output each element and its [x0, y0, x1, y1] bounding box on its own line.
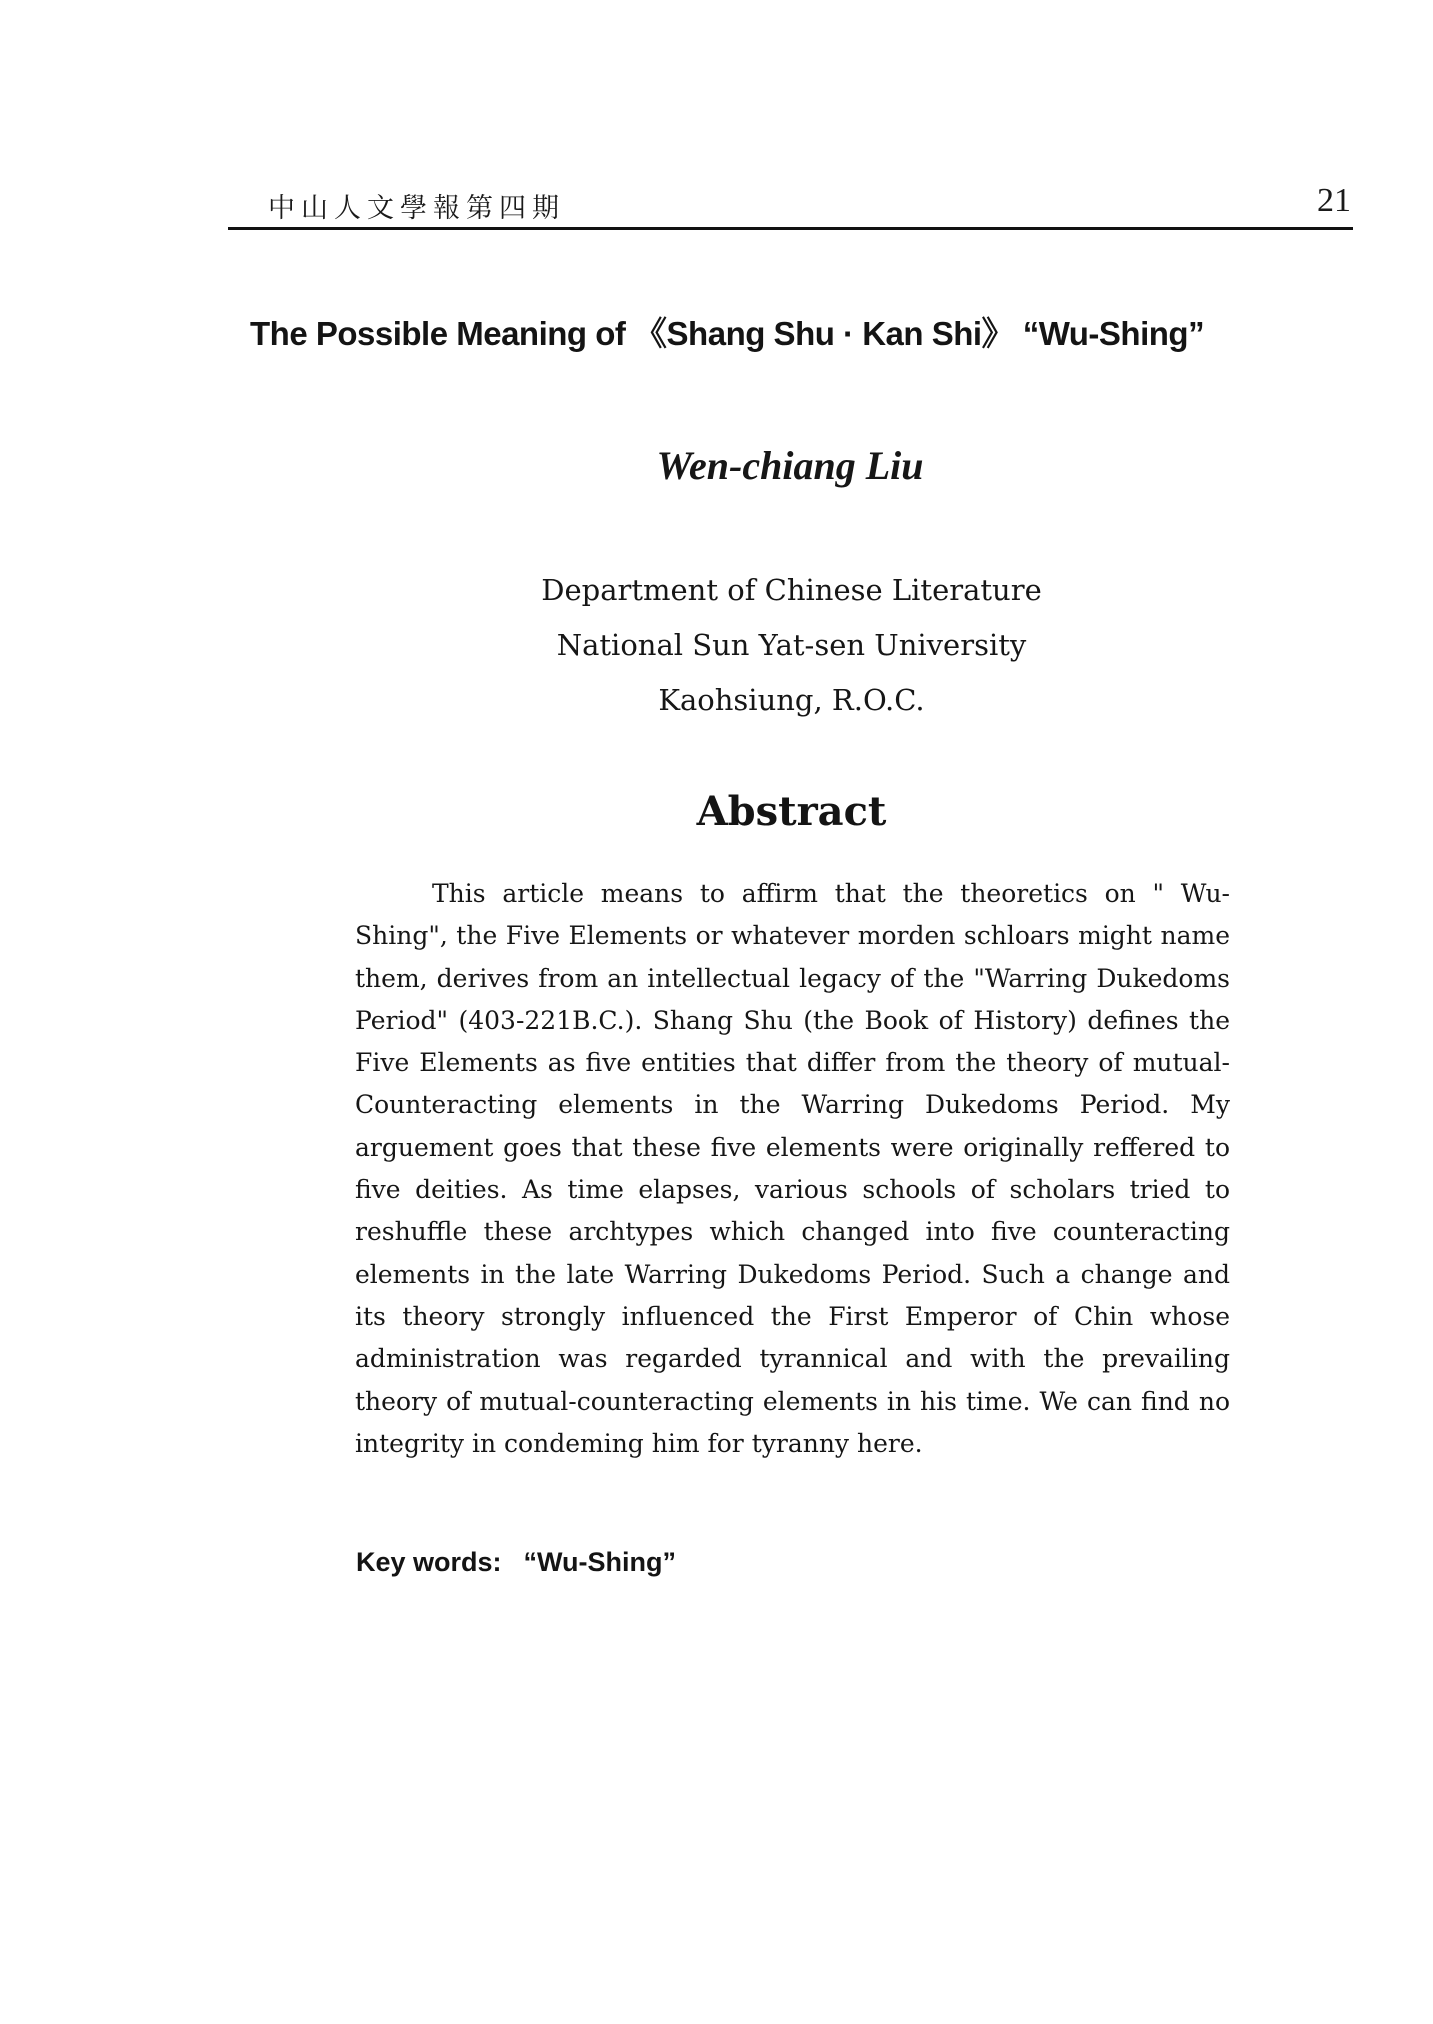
running-header [228, 178, 1353, 230]
keywords-value: “Wu-Shing” [523, 1547, 677, 1577]
keywords [356, 1547, 676, 1578]
affiliation-block [0, 563, 1433, 728]
affiliation-department: Department of Chinese Literature [541, 573, 1042, 607]
author-name: Wen-chiang Liu [656, 443, 924, 488]
journal-name: 中山人文學報第四期 [268, 193, 565, 224]
page-number: 21 [1317, 182, 1351, 219]
abstract-heading: Abstract [696, 788, 887, 835]
affiliation-location: Kaohsiung, R.O.C. [658, 683, 925, 717]
abstract-body: This article means to affirm that the theoretics on " Wu-Shing", the Five Elements or whatever morden schloars might name them, derives from an intellectual legacy of the "Warring Dukedoms Period" (403-221B.C.). Shang Shu (the Book of History) defines the Five Elements as five entities that differ from the theory of mutual-Counteracting elements in the Warring Dukedoms Period. My arguement goes that these five elements were originally reffered to five deities. As time elapses, various schools of scholars tried to reshuffle these archtypes which changed into five counteracting elements in the late Warring Dukedoms Period. Such a change and its theory strongly influenced the First Emperor of Chin whose administration was regarded tyrannical and with the prevailing theory of mutual-counteracting elements in his time. We can find no integrity in condeming him for tyranny here. [355, 879, 1230, 1458]
header-rule [228, 227, 1353, 230]
keywords-label: Key words: [356, 1547, 502, 1577]
affiliation-university: National Sun Yat-sen University [556, 628, 1027, 662]
paper-title: The Possible Meaning of 《Shang Shu · Kan Shi》 “Wu-Shing” [250, 315, 1205, 352]
